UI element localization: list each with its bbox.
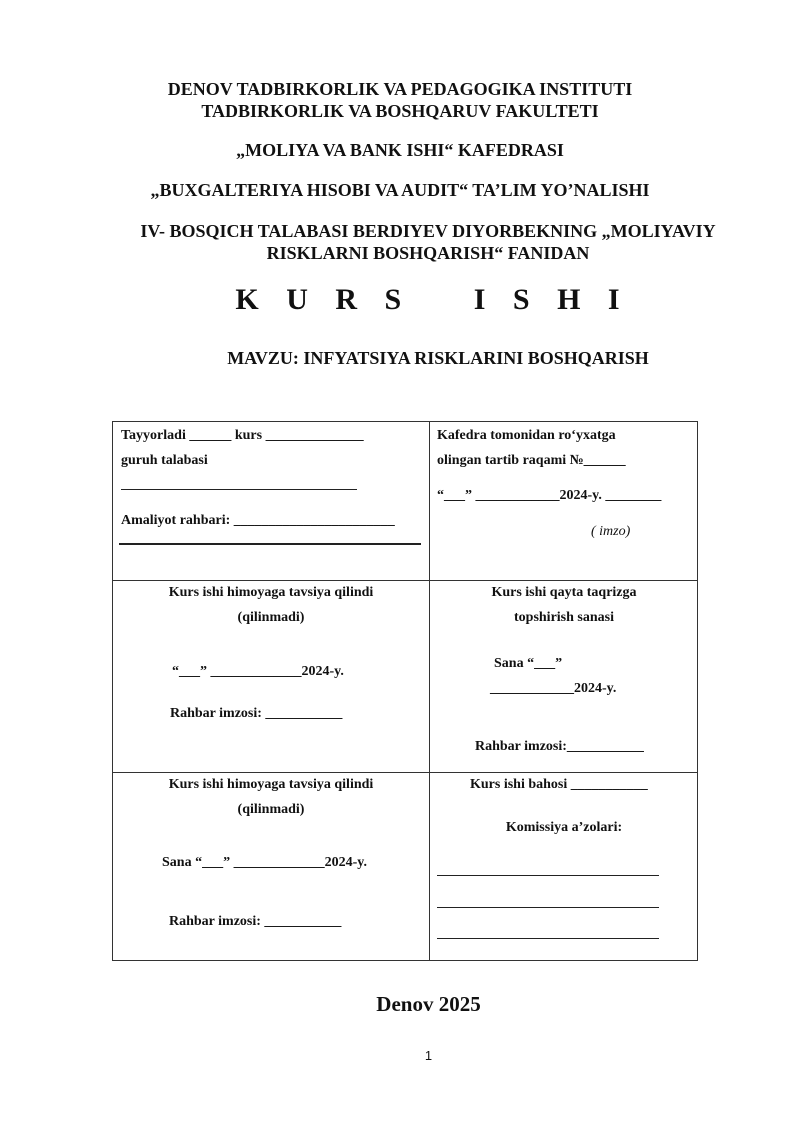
registration-date: “___” ____________2024-y. ________	[437, 488, 662, 503]
prepared-by: Tayyorladi ______ kurs ______________	[121, 428, 364, 443]
student-line-2: RISKLARNI BOSHQARISH“ FANIDAN	[266, 243, 590, 263]
re-review-line-2: topshirish sanasi	[514, 610, 614, 625]
re-review-signature: Rahbar imzosi:___________	[475, 739, 644, 754]
commission-line-1	[437, 875, 659, 876]
defense2-date: Sana “___” _____________2024-y.	[162, 855, 367, 870]
defense-recommended: Kurs ishi himoyaga tavsiya qilindi	[168, 585, 374, 600]
institute-name: DENOV TADBIRKORLIK VA PEDAGOGIKA INSTITUTI	[167, 79, 633, 99]
commission-line-3	[437, 938, 659, 939]
student-name-line	[121, 489, 357, 490]
re-review-sana: Sana “___”	[494, 656, 563, 671]
table-divider-row1	[113, 580, 697, 581]
defense2-recommended: Kurs ishi himoyaga tavsiya qilindi	[168, 777, 374, 792]
page-number: 1	[424, 1048, 433, 1063]
defense-date: “___” _____________2024-y.	[172, 664, 344, 679]
supervisor-line	[119, 543, 421, 545]
registration-line-2: olingan tartib raqami №______	[437, 453, 626, 468]
faculty-name: TADBIRKORLIK VA BOSHQARUV FAKULTETI	[201, 101, 599, 121]
table-divider-row2	[113, 772, 697, 773]
topic-title: MAVZU: INFYATSIYA RISKLARINI BOSHQARISH	[227, 348, 649, 368]
course-grade: Kurs ishi bahosi ___________	[470, 777, 648, 792]
document-title: K U R S I S H I	[235, 283, 625, 316]
commission-members: Komissiya a’zolari:	[505, 820, 623, 835]
re-review-date: ____________2024-y.	[490, 681, 617, 696]
defense-not-recommended: (qilinmadi)	[237, 610, 305, 625]
registration-line-1: Kafedra tomonidan ro‘yxatga	[437, 428, 616, 443]
approval-table	[112, 421, 698, 961]
defense2-signature: Rahbar imzosi: ___________	[169, 914, 342, 929]
supervisor-signature: Rahbar imzosi: ___________	[170, 706, 343, 721]
city-year: Denov 2025	[376, 992, 481, 1016]
group-student: guruh talabasi	[121, 453, 208, 468]
institute-header	[0, 78, 800, 122]
re-review-line-1: Kurs ishi qayta taqrizga	[491, 585, 637, 600]
commission-line-2	[437, 907, 659, 908]
signature-label: ( imzo)	[591, 524, 631, 539]
defense2-not-recommended: (qilinmadi)	[237, 802, 305, 817]
student-line	[100, 220, 756, 264]
direction-name: „BUXGALTERIYA HISOBI VA AUDIT“ TA’LIM YO’NALISHI	[150, 180, 650, 200]
student-line-1: IV- BOSQICH TALABASI BERDIYEV DIYORBEKNING „MOLIYAVIY	[140, 221, 716, 241]
table-divider-vertical	[429, 422, 430, 960]
practice-supervisor: Amaliyot rahbari: _______________________	[121, 513, 395, 528]
department-name: „MOLIYA VA BANK ISHI“ KAFEDRASI	[236, 140, 564, 160]
